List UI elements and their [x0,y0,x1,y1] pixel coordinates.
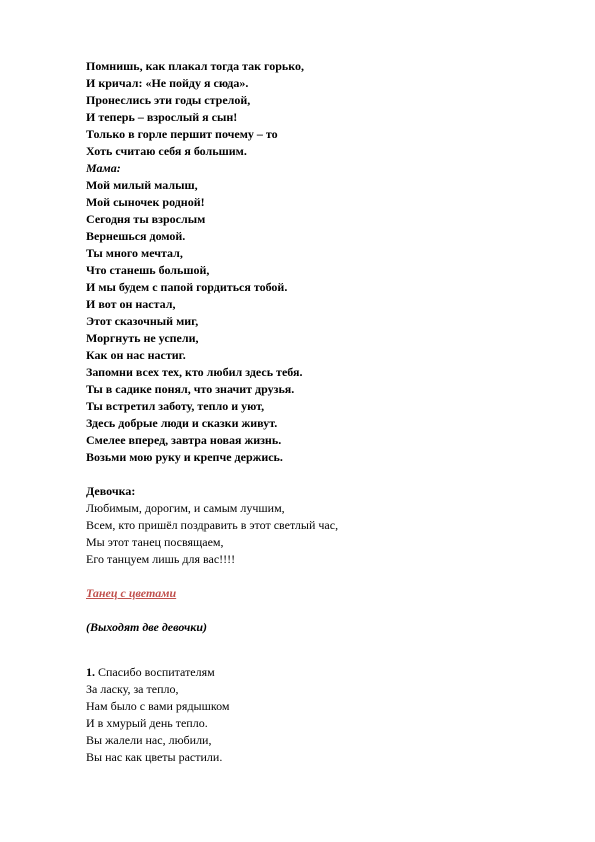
poem-line: Здесь добрые люди и сказки живут. [86,416,278,430]
verse-line: Спасибо воспитателям [98,665,215,679]
poem-line: Этот сказочный миг, [86,314,199,328]
speaker-label-girl: Девочка: [86,484,136,498]
poem-line: Ты в садике понял, что значит друзья. [86,382,295,396]
verse-first-line [86,665,215,680]
poem-line: Смелее вперед, завтра новая жизнь. [86,433,282,447]
poem-line: И мы будем с папой гордиться тобой. [86,280,288,294]
poem-line: Ты встретил заботу, тепло и уют, [86,399,265,413]
poem-line: Что станешь большой, [86,263,210,277]
verse-line: За ласку, за тепло, [86,682,179,696]
poem-line: Мы этот танец посвящаем, [86,535,224,549]
poem-line: Моргнуть не успели, [86,331,199,345]
poem-line: Помнишь, как плакал тогда так горько, [86,59,304,73]
poem-line: Ты много мечтал, [86,246,183,260]
poem-line: Его танцуем лишь для вас!!!! [86,552,236,566]
stage-direction: (Выходят две девочки) [86,620,208,634]
poem-line: И теперь – взрослый я сын! [86,110,238,124]
verse-line: Вы жалели нас, любили, [86,733,212,747]
poem-line: Сегодня ты взрослым [86,212,206,226]
poem-line: И кричал: «Не пойду я сюда». [86,76,249,90]
poem-line: Мой милый малыш, [86,178,198,192]
verse-line: Вы нас как цветы растили. [86,750,223,764]
poem-line: Вернешься домой. [86,229,186,243]
poem-line: Мой сыночек родной! [86,195,205,209]
speaker-label-mama: Мама: [86,161,121,175]
verse-line: И в хмурый день тепло. [86,716,208,730]
poem-line: Хоть считаю себя я большим. [86,144,247,158]
poem-line: И вот он настал, [86,297,176,311]
poem-line: Только в горле першит почему – то [86,127,278,141]
verse-number: 1. [86,665,95,679]
poem-line: Любимым, дорогим, и самым лучшим, [86,501,285,515]
poem-line: Запомни всех тех, кто любил здесь тебя. [86,365,303,379]
poem-line: Всем, кто пришёл поздравить в этот светлый час, [86,518,339,532]
poem-line: Пронеслись эти годы стрелой, [86,93,251,107]
poem-line: Как он нас настиг. [86,348,186,362]
verse-line: Нам было с вами рядышком [86,699,230,713]
poem-line: Возьми мою руку и крепче держись. [86,450,283,464]
section-heading-dance: Танец с цветами [86,586,177,600]
